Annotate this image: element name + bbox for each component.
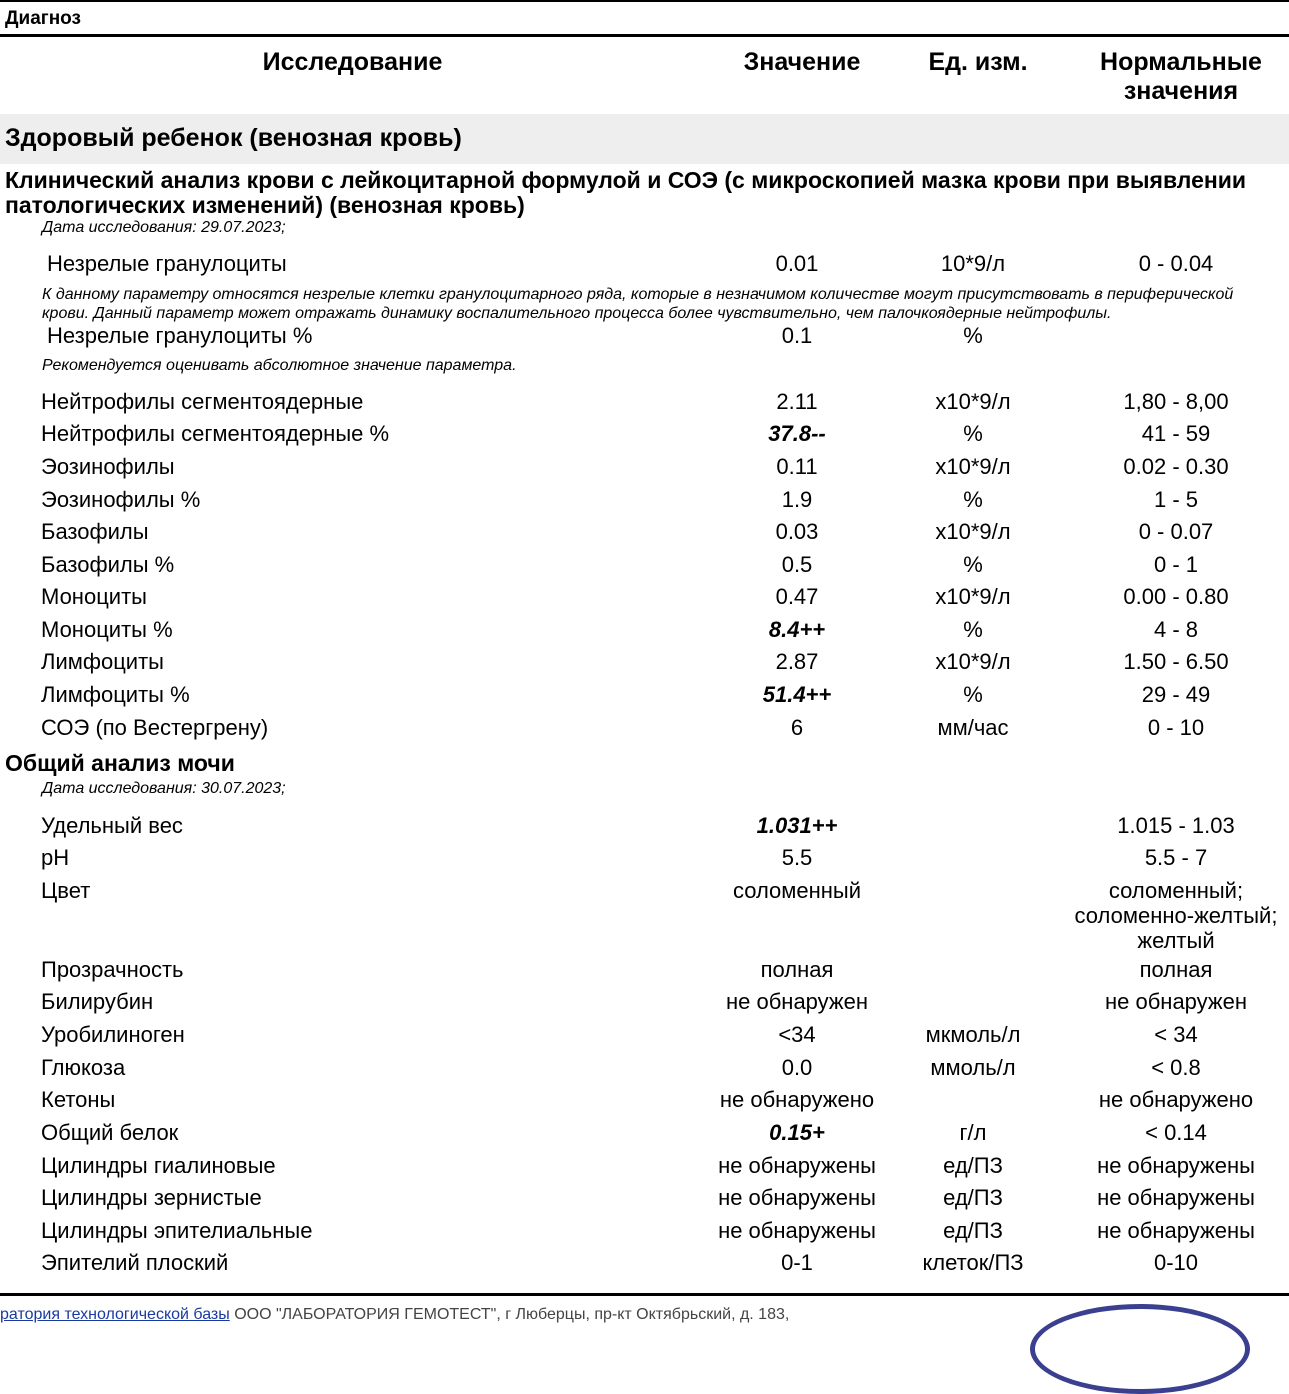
row-name: Цвет: [41, 878, 91, 903]
row-value: не обнаружен: [725, 989, 869, 1014]
norm-line: желтый: [1137, 928, 1215, 953]
row-value: не обнаружено: [719, 1087, 875, 1112]
row-norm: 1.50 - 6.50: [1123, 649, 1229, 674]
row-unit: %: [963, 323, 983, 348]
row-value-flagged: 8.4++: [768, 617, 826, 642]
row-norm: 29 - 49: [1141, 682, 1211, 707]
row-name: Незрелые гранулоциты %: [47, 323, 313, 348]
row-unit: 10*9/л: [940, 251, 1006, 276]
row-unit: ед/ПЗ: [943, 1218, 1003, 1243]
row-value: соломенный: [732, 878, 862, 903]
row-norm: не обнаружены: [1097, 1218, 1255, 1243]
row-unit: ммоль/л: [930, 1055, 1016, 1080]
blood-test-title: Клинический анализ крови с лейкоцитарной формулой и СОЭ (с микроскопией мазка крови при выявлении патологических изменений) (венозная кровь): [5, 167, 1247, 218]
row-norm: не обнаружено: [1098, 1087, 1254, 1112]
row-value: не обнаружены: [718, 1185, 876, 1210]
result-row: [0, 957, 1289, 989]
row-unit: х10*9/л: [935, 649, 1011, 674]
result-row: [0, 1022, 1289, 1054]
norm-line: соломенный;: [1108, 878, 1244, 903]
result-row: [0, 421, 1289, 453]
row-value: 0-1: [781, 1250, 813, 1275]
row-norm: [1065, 878, 1287, 953]
row-norm: 0.02 - 0.30: [1123, 454, 1229, 479]
row-name: Эозинофилы: [41, 454, 175, 479]
result-row: [0, 1250, 1289, 1282]
row-norm: 0 - 0.04: [1138, 251, 1214, 276]
note-line: крови. Данный параметр может отражать динамику воспалительного процесса более чувствительно, чем палочкоядерные нейтрофилы.: [42, 305, 1112, 322]
row-name: Уробилиноген: [41, 1022, 185, 1047]
row-unit: %: [963, 421, 983, 446]
lab-stamp-logo: [1030, 1304, 1250, 1394]
note-line: К данному параметру относятся незрелые клетки гранулоцитарного ряда, которые в незначимом количестве могут присутствовать в периферической: [42, 286, 1234, 303]
row-value: 2.11: [776, 389, 818, 414]
row-norm: 4 - 8: [1153, 617, 1199, 642]
row-norm: 0-10: [1153, 1250, 1199, 1275]
row-value: 0.03: [775, 519, 819, 544]
row-unit: х10*9/л: [935, 519, 1011, 544]
row-value-flagged: 0.15+: [769, 1120, 825, 1145]
result-row: [0, 617, 1289, 649]
row-unit: ед/ПЗ: [943, 1153, 1003, 1178]
row-value: 0.01: [775, 251, 819, 276]
row-unit: х10*9/л: [935, 454, 1011, 479]
row-value: полная: [760, 957, 834, 982]
row-norm: 0 - 10: [1147, 715, 1205, 740]
result-row: [0, 519, 1289, 551]
row-norm: < 0.8: [1151, 1055, 1201, 1080]
row-value: 0.0: [781, 1055, 813, 1080]
result-row: [0, 1055, 1289, 1087]
col-header-value: Значение: [743, 48, 861, 76]
row-unit: х10*9/л: [935, 389, 1011, 414]
result-row: [0, 323, 1289, 355]
row-name: Базофилы: [41, 519, 149, 544]
result-row: [0, 1185, 1289, 1217]
col-header-study: Исследование: [262, 48, 443, 76]
row-name: Лимфоциты: [41, 649, 164, 674]
row-norm: < 34: [1154, 1022, 1198, 1047]
result-row: [0, 989, 1289, 1021]
result-row: [0, 487, 1289, 519]
row-name: Глюкоза: [41, 1055, 126, 1080]
row-name: pH: [41, 845, 70, 870]
row-name: СОЭ (по Вестергрену): [41, 715, 269, 740]
note-recommendation: Рекомендуется оценивать абсолютное значение параметра.: [42, 357, 517, 374]
row-name: Цилиндры гиалиновые: [41, 1153, 276, 1178]
result-row: [0, 1218, 1289, 1250]
row-value-flagged: 1.031++: [756, 813, 838, 838]
row-unit: %: [963, 617, 983, 642]
row-value: 6: [790, 715, 804, 740]
row-norm: 0.00 - 0.80: [1123, 584, 1229, 609]
row-name: Моноциты %: [41, 617, 173, 642]
row-name: Прозрачность: [41, 957, 184, 982]
row-norm: не обнаружен: [1104, 989, 1248, 1014]
row-norm: полная: [1139, 957, 1213, 982]
result-row: [0, 845, 1289, 877]
row-unit: %: [963, 487, 983, 512]
result-row: [0, 682, 1289, 714]
col-header-norm-line2: значения: [1123, 77, 1239, 105]
row-unit: %: [963, 682, 983, 707]
col-header-unit: Ед. изм.: [928, 48, 1028, 76]
diagnosis-label: Диагноз: [5, 8, 81, 29]
row-norm: 1.015 - 1.03: [1117, 813, 1235, 838]
row-value: 0.1: [781, 323, 813, 348]
row-norm: 1 - 5: [1153, 487, 1199, 512]
row-name: Лимфоциты %: [41, 682, 190, 707]
row-norm: 41 - 59: [1141, 421, 1211, 446]
footer-rule: [0, 1293, 1289, 1296]
footer-address: ООО "ЛАБОРАТОРИЯ ГЕМОТЕСТ", г Люберцы, пр-кт Октябрьский, д. 183,: [229, 1306, 790, 1323]
col-header-norm-line1: Нормальные: [1100, 48, 1262, 76]
row-value: <34: [778, 1022, 816, 1047]
row-norm: не обнаружены: [1097, 1153, 1255, 1178]
urine-test-date: Дата исследования: 30.07.2023;: [42, 780, 286, 797]
row-value: не обнаружены: [718, 1153, 876, 1178]
row-name: Удельный вес: [41, 813, 183, 838]
row-unit: %: [963, 552, 983, 577]
blood-test-date: Дата исследования: 29.07.2023;: [42, 219, 286, 236]
row-unit: мкмоль/л: [925, 1022, 1021, 1047]
urine-test-title: Общий анализ мочи: [5, 750, 235, 776]
footer-text: [0, 1306, 789, 1324]
row-unit: клеток/ПЗ: [922, 1250, 1024, 1275]
row-norm: не обнаружены: [1097, 1185, 1255, 1210]
result-row: [0, 1153, 1289, 1185]
norm-line: соломенно-желтый;: [1074, 903, 1278, 928]
row-name: Общий белок: [41, 1120, 179, 1145]
row-name: Кетоны: [41, 1087, 116, 1112]
row-value: 0.47: [775, 584, 819, 609]
result-row: [0, 389, 1289, 421]
row-unit: мм/час: [937, 715, 1009, 740]
row-unit: г/л: [959, 1120, 987, 1145]
row-name: Базофилы %: [41, 552, 175, 577]
result-row: [0, 1120, 1289, 1152]
row-value: 2.87: [775, 649, 819, 674]
result-row: [0, 878, 1289, 956]
result-row: [0, 1087, 1289, 1119]
row-unit: х10*9/л: [935, 584, 1011, 609]
row-norm: 1,80 - 8,00: [1123, 389, 1229, 414]
row-value: 1.9: [781, 487, 813, 512]
row-name: Эозинофилы %: [41, 487, 201, 512]
row-value: 0.11: [776, 454, 818, 479]
result-row: [0, 649, 1289, 681]
row-name: Незрелые гранулоциты: [47, 251, 287, 276]
row-name: Цилиндры эпителиальные: [41, 1218, 313, 1243]
result-row: [0, 552, 1289, 584]
result-row: [0, 584, 1289, 616]
row-name: Эпителий плоский: [41, 1250, 229, 1275]
note-immature-granulocytes: [42, 285, 1233, 323]
row-name: Цилиндры зернистые: [41, 1185, 262, 1210]
row-norm: 0 - 1: [1153, 552, 1199, 577]
section-title: Здоровый ребенок (венозная кровь): [5, 124, 462, 152]
row-unit: ед/ПЗ: [943, 1185, 1003, 1210]
row-value: 5.5: [781, 845, 813, 870]
row-name: Нейтрофилы сегментоядерные: [41, 389, 364, 414]
result-row: [0, 715, 1289, 747]
row-name: Нейтрофилы сегментоядерные %: [41, 421, 390, 446]
row-norm: 5.5 - 7: [1144, 845, 1208, 870]
footer-link[interactable]: ратория технологической базы: [0, 1306, 230, 1323]
col-header-norm: [1070, 48, 1289, 106]
row-value-flagged: 37.8--: [768, 421, 826, 446]
header-rule: [0, 34, 1289, 37]
row-norm: < 0.14: [1145, 1120, 1207, 1145]
row-name: Моноциты: [41, 584, 147, 609]
row-norm: 0 - 0.07: [1138, 519, 1214, 544]
result-row: [0, 251, 1289, 283]
row-name: Билирубин: [41, 989, 154, 1014]
result-row: [0, 813, 1289, 845]
row-value-flagged: 51.4++: [762, 682, 832, 707]
row-value: 0.5: [781, 552, 813, 577]
top-rule: [0, 0, 1289, 2]
result-row: [0, 454, 1289, 486]
row-value: не обнаружены: [718, 1218, 876, 1243]
